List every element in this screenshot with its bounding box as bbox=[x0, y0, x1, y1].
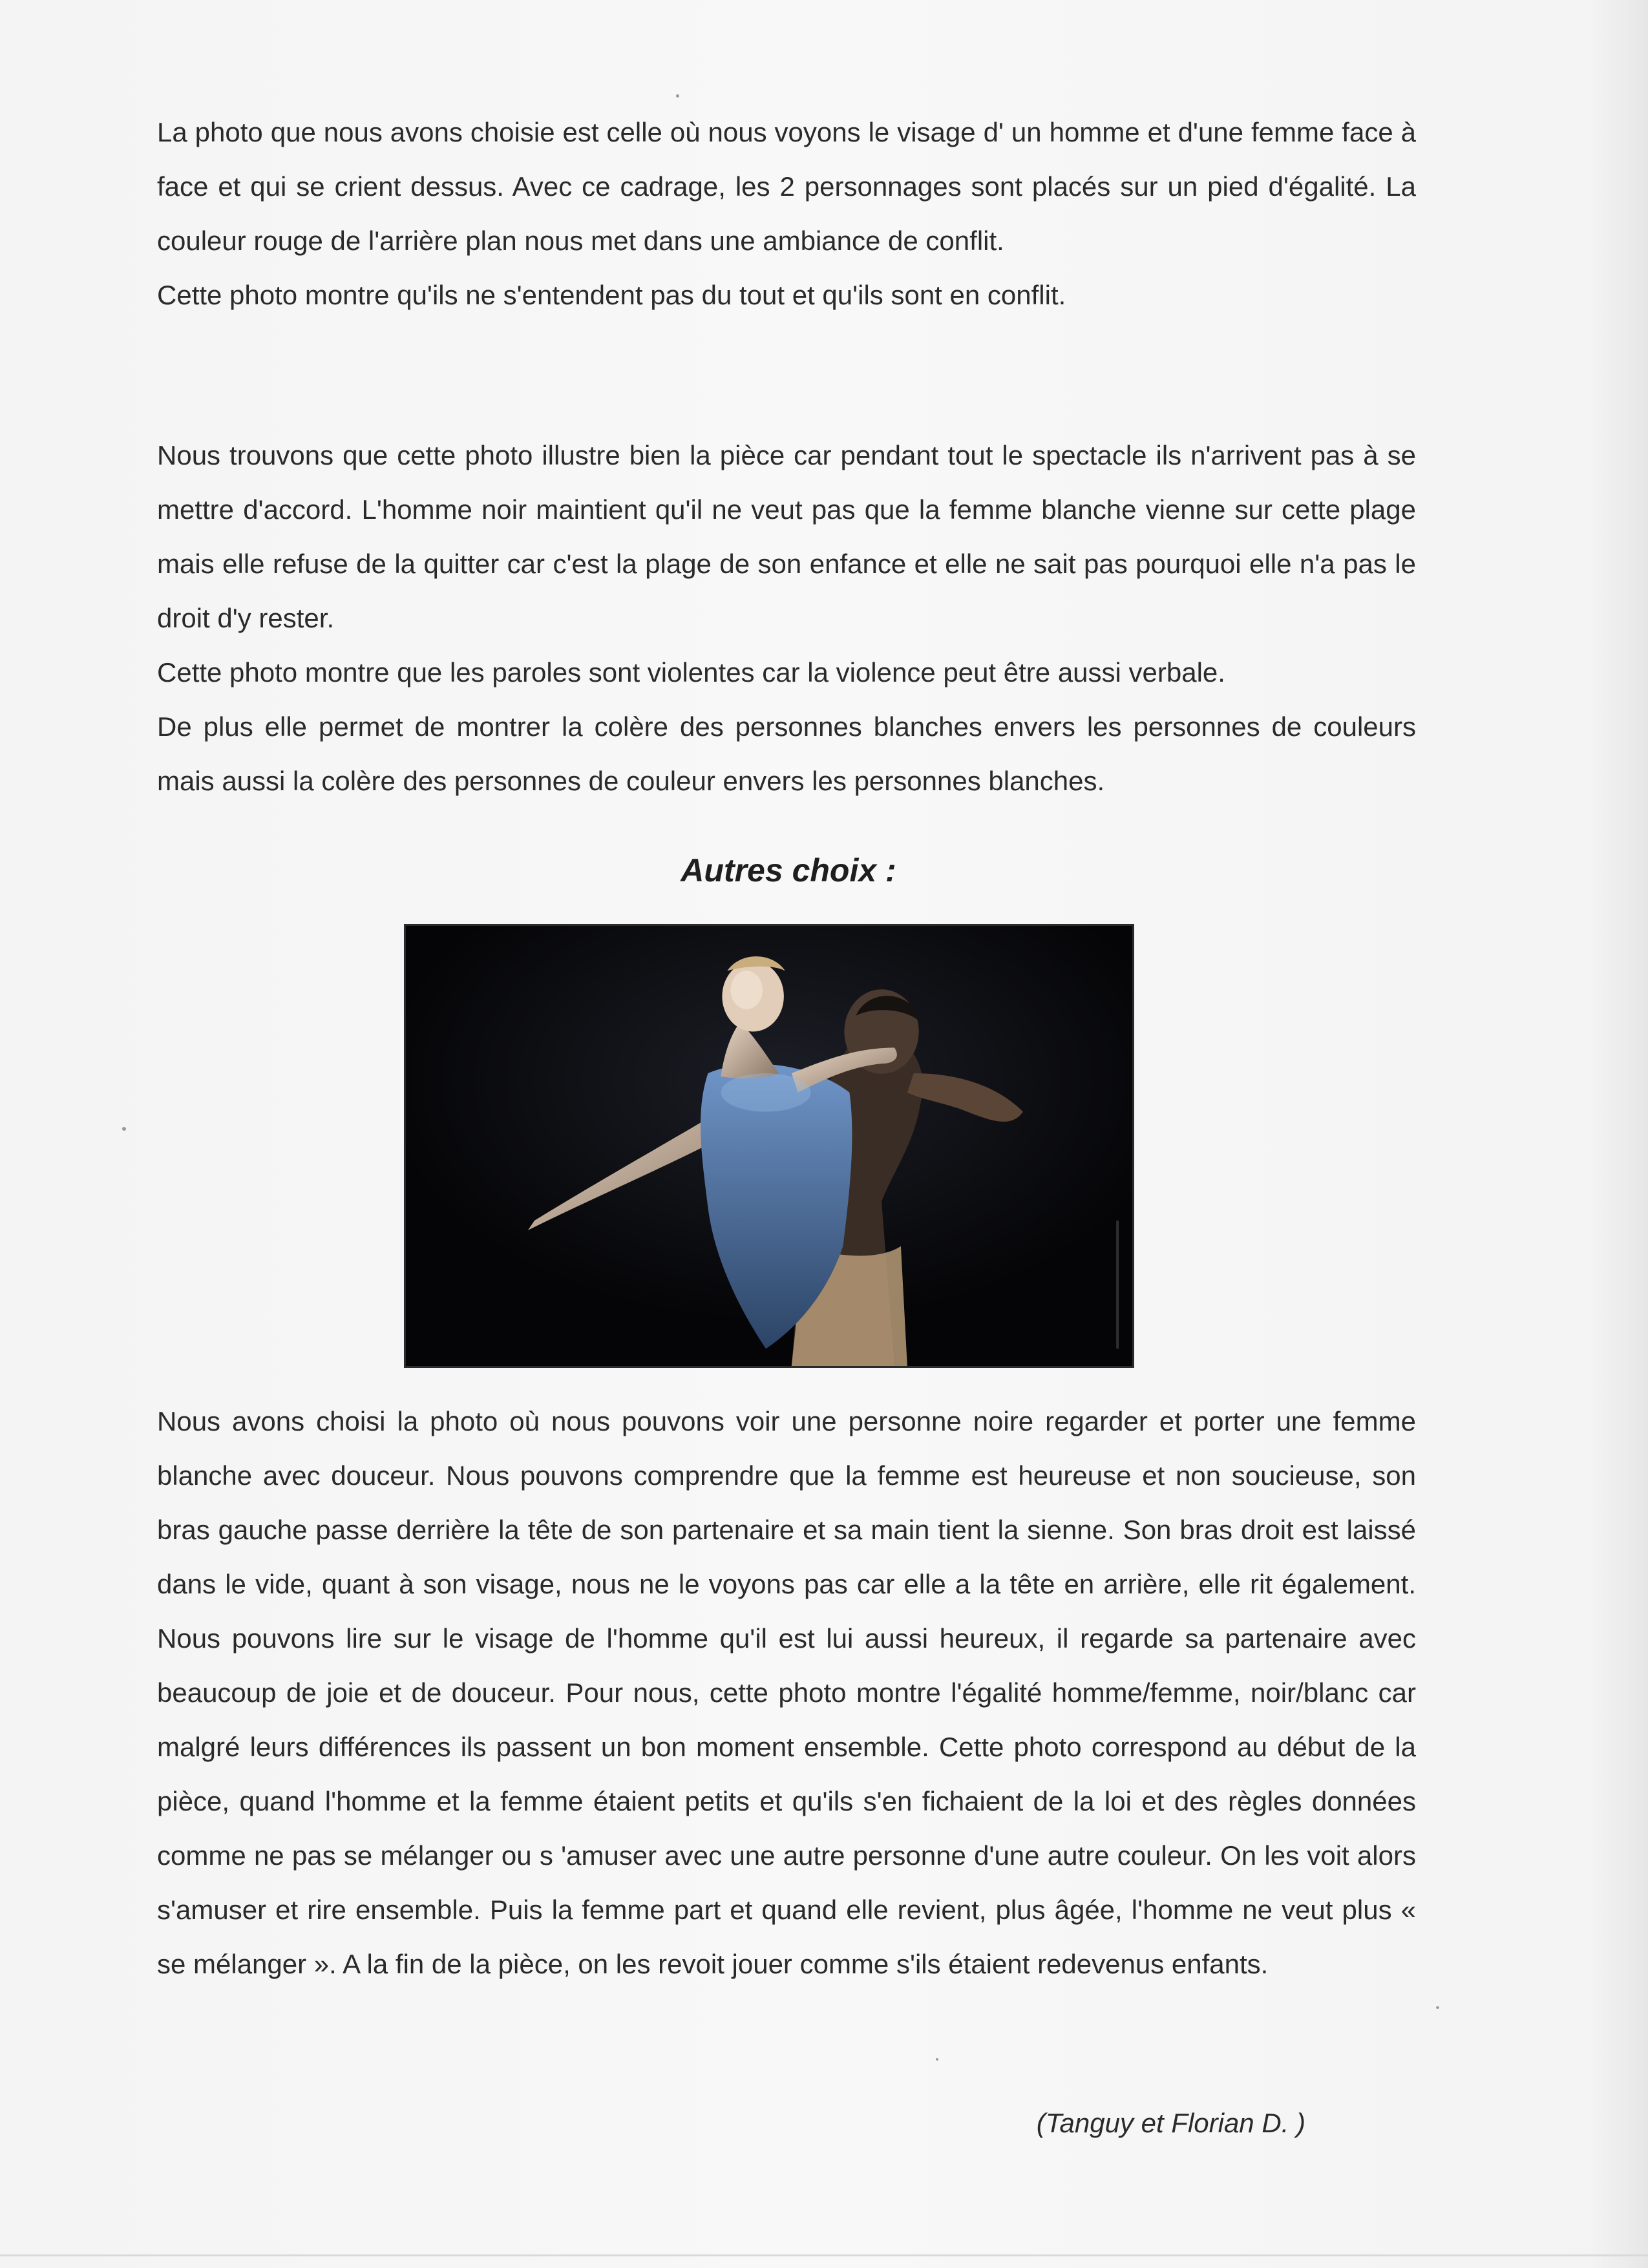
section-heading: Autres choix : bbox=[681, 852, 896, 888]
dance-photo-illustration bbox=[406, 926, 1132, 1366]
dance-photo bbox=[404, 924, 1134, 1368]
paragraph: Nous avons choisi la photo où nous pouvons voir une personne noire regarder et porter une femme blanche avec douceur. Nous pouvons comprendre que la femme est heureuse et non soucieuse, son bras gauche passe derrière la tête de son partenaire et sa main tient la sienne. Son bras droit est laissé dans le vide, quant à son visage, nous ne le voyons pas car elle a la tête en arrière, elle rit également. Nous pouvons lire sur le visage de l'homme qu'il est lui aussi heureux, il regarde sa partenaire avec beaucoup de joie et de douceur. Pour nous, cette photo montre l'égalité homme/femme, noir/blanc car malgré leurs différences ils passent un bon moment ensemble. Cette photo correspond au début de la pièce, quand l'homme et la femme étaient petits et qu'ils s'en fichaient de la loi et des règles données comme ne pas se mélanger ou s 'amuser avec une autre personne d'une autre couleur. On les voit alors s'amuser et rire ensemble. Puis la femme part et quand elle revient, plus âgée, l'homme ne veut plus « se mélanger ». A la fin de la pièce, on les revoit jouer comme s'ils étaient redevenus enfants. bbox=[157, 1406, 1416, 1979]
author-signature: (Tanguy et Florian D. ) bbox=[1036, 2108, 1305, 2138]
scan-speck bbox=[936, 2058, 938, 2061]
paragraph: Cette photo montre qu'ils ne s'entendent pas du tout et qu'ils sont en conflit. bbox=[157, 280, 1066, 310]
paragraph-block-1 bbox=[157, 105, 1416, 322]
scan-edge-shadow bbox=[1590, 0, 1648, 2268]
paragraph: La photo que nous avons choisie est celle où nous voyons le visage d' un homme et d'une femme face à face et qui se crient dessus. Avec ce cadrage, les 2 personnages sont placés sur un pied d'égalité. La couleur rouge de l'arrière plan nous met dans une ambiance de conflit. bbox=[157, 117, 1416, 256]
paragraph: Nous trouvons que cette photo illustre bien la pièce car pendant tout le spectacle ils n'arrivent pas à se mettre d'accord. L'homme noir maintient qu'il ne veut pas que la femme blanche vienne sur cette plage mais elle refuse de la quitter car c'est la plage de son enfance et elle ne sait pas pourquoi elle n'a pas le droit d'y rester. bbox=[157, 440, 1416, 633]
scan-speck bbox=[1436, 2006, 1439, 2009]
paragraph-block-3 bbox=[157, 1394, 1416, 1991]
paragraph: De plus elle permet de montrer la colère des personnes blanches envers les personnes de couleurs mais aussi la colère des personnes de couleur envers les personnes blanches. bbox=[157, 711, 1416, 796]
paragraph-block-2 bbox=[157, 428, 1416, 808]
scan-bottom-edge bbox=[0, 2254, 1648, 2256]
scan-speck bbox=[676, 94, 679, 98]
scan-speck bbox=[122, 1127, 126, 1131]
paragraph: Cette photo montre que les paroles sont violentes car la violence peut être aussi verbale. bbox=[157, 657, 1225, 688]
